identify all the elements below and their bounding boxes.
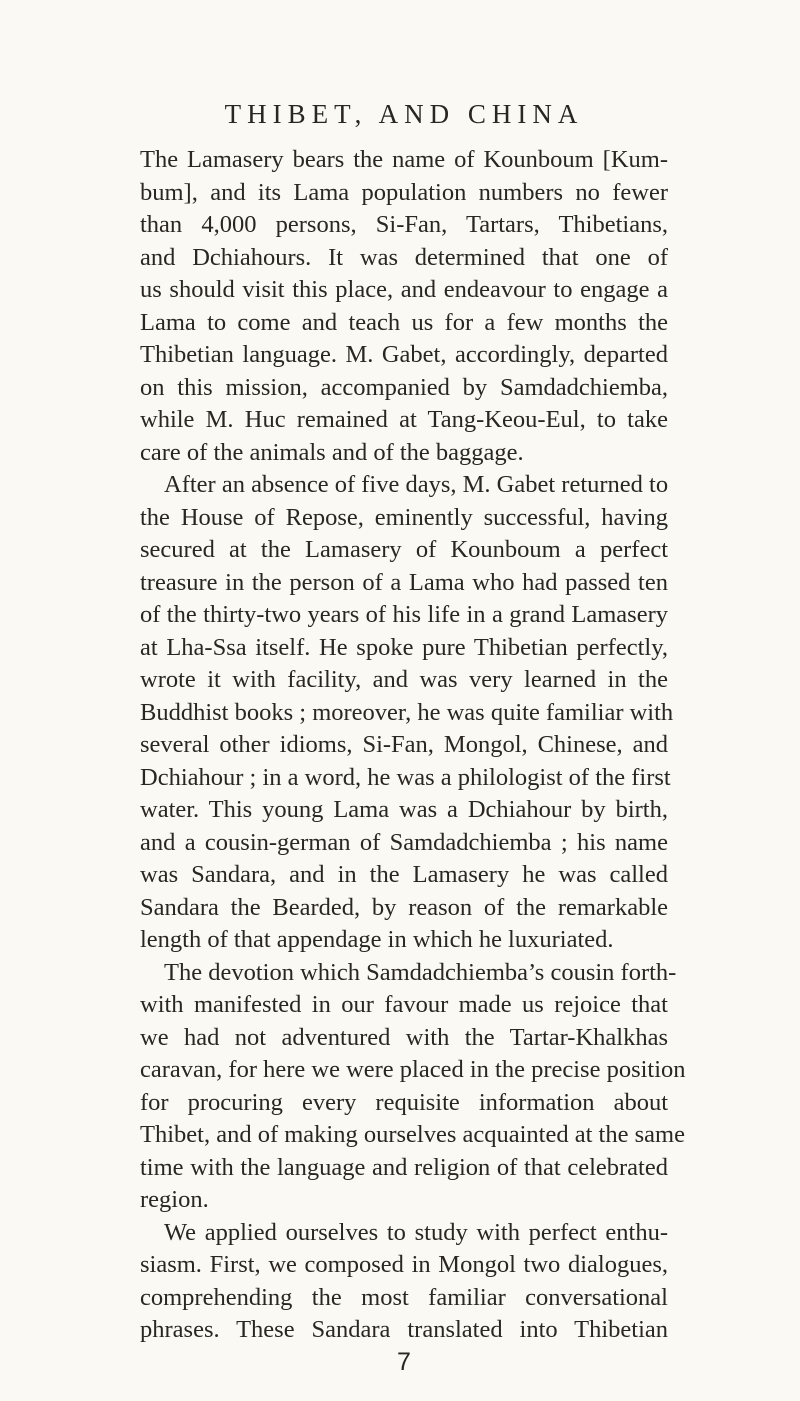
text-line: we had not adventured with the Tartar-Khalkhas <box>140 1023 668 1051</box>
text-line: while M. Huc remained at Tang-Keou-Eul, to take <box>140 406 668 433</box>
text-line: caravan, for here we were placed in the precise position <box>140 1056 686 1083</box>
text-line: care of the animals and of the baggage. <box>140 438 524 466</box>
page-number: 7 <box>397 1347 411 1376</box>
text-line: treasure in the person of a Lama who had passed ten <box>140 568 668 596</box>
text-line: water. This young Lama was a Dchiahour by birth, <box>140 796 668 823</box>
text-line: Buddhist books ; moreover, he was quite familiar with <box>140 698 674 726</box>
text-line: and a cousin-german of Samdadchiemba ; his name <box>140 828 668 856</box>
text-line: Thibetian language. M. Gabet, accordingly, departed <box>140 341 668 368</box>
text-line: Sandara the Bearded, by reason of the remarkable <box>140 893 668 921</box>
text-line: us should visit this place, and endeavour to engage a <box>140 276 668 303</box>
text-line: comprehending the most familiar conversational <box>140 1283 668 1311</box>
text-line: with manifested in our favour made us rejoice that <box>140 991 668 1018</box>
text-line: than 4,000 persons, Si-Fan, Tartars, Thibetians, <box>140 211 668 238</box>
running-head: THIBET, AND CHINA <box>224 99 584 129</box>
text-line: region. <box>140 1186 209 1213</box>
book-page <box>140 96 686 1377</box>
text-line: wrote it with facility, and was very learned in the <box>140 666 668 693</box>
text-line: time with the language and religion of that celebrated <box>140 1153 668 1181</box>
text-line: After an absence of five days, M. Gabet returned to <box>164 471 669 498</box>
text-line: phrases. These Sandara translated into Thibetian <box>140 1316 668 1343</box>
text-line: and Dchiahours. It was determined that one of <box>140 243 668 271</box>
text-line: We applied ourselves to study with perfect enthu- <box>164 1218 668 1246</box>
text-line: of the thirty-two years of his life in a grand Lamasery <box>140 601 668 628</box>
text-line: The Lamasery bears the name of Kounboum [Kum- <box>140 146 668 173</box>
text-line: Thibet, and of making ourselves acquainted at the same <box>140 1121 685 1148</box>
text-line: bum], and its Lama population numbers no fewer <box>140 178 668 206</box>
text-line: was Sandara, and in the Lamasery he was called <box>140 861 668 888</box>
text-line: secured at the Lamasery of Kounboum a perfect <box>140 536 668 563</box>
text-line: the House of Repose, eminently successful, having <box>140 503 668 531</box>
text-line: on this mission, accompanied by Samdadchiemba, <box>140 373 668 401</box>
body-text <box>140 144 686 1347</box>
text-line: siasm. First, we composed in Mongol two dialogues, <box>140 1251 668 1278</box>
text-line: Lama to come and teach us for a few months the <box>140 308 668 336</box>
text-line: several other idioms, Si-Fan, Mongol, Chinese, and <box>140 731 668 758</box>
text-line: for procuring every requisite information about <box>140 1088 668 1116</box>
text-line: The devotion which Samdadchiemba’s cousin forth- <box>164 958 677 986</box>
text-line: length of that appendage in which he luxuriated. <box>140 926 614 953</box>
text-line: at Lha-Ssa itself. He spoke pure Thibetian perfectly, <box>140 633 668 661</box>
text-line: Dchiahour ; in a word, he was a philologist of the first <box>140 763 671 791</box>
